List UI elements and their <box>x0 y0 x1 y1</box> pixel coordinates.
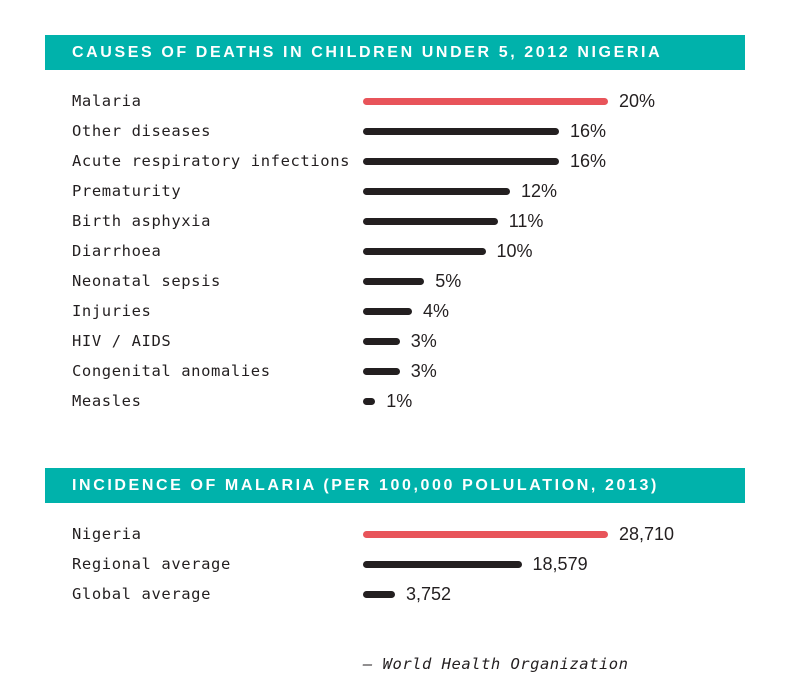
bar <box>363 561 522 568</box>
category-label: Other diseases <box>72 122 212 140</box>
value-label: 3% <box>410 360 437 381</box>
bar <box>363 308 412 315</box>
value-label: 1% <box>386 390 413 411</box>
category-label: Measles <box>72 392 142 410</box>
chart-row <box>72 579 745 609</box>
value-label: 16% <box>570 150 607 171</box>
chart-row <box>72 176 745 206</box>
category-label: Injuries <box>72 302 152 320</box>
category-label: Acute respiratory infections <box>72 152 351 170</box>
value-label: 28,710 <box>619 523 675 544</box>
value-label: 4% <box>423 300 450 321</box>
category-label: Malaria <box>72 92 142 110</box>
category-label: HIV / AIDS <box>72 332 172 350</box>
chart-row <box>72 549 745 579</box>
category-label: Regional average <box>72 555 231 573</box>
bar <box>363 278 424 285</box>
value-label: 3% <box>410 330 437 351</box>
value-label: 18,579 <box>532 553 588 574</box>
value-label: 5% <box>435 270 462 291</box>
chart-row <box>72 266 745 296</box>
section-header-malaria-incidence <box>45 468 745 503</box>
value-label: 10% <box>496 240 533 261</box>
bar-highlighted <box>363 531 608 538</box>
section-divider-space <box>45 416 745 468</box>
value-label: 16% <box>570 120 607 141</box>
bar <box>363 338 400 345</box>
chart-row <box>72 519 745 549</box>
section-malaria-incidence <box>45 468 745 609</box>
category-label: Nigeria <box>72 525 142 543</box>
category-label: Prematurity <box>72 182 182 200</box>
bar <box>363 398 375 405</box>
bar <box>363 591 395 598</box>
bar-chart-malaria-incidence <box>45 519 745 609</box>
bar-chart-causes-of-death <box>45 86 745 416</box>
category-label: Global average <box>72 585 212 603</box>
bar <box>363 128 559 135</box>
category-label: Congenital anomalies <box>72 362 271 380</box>
category-label: Neonatal sepsis <box>72 272 221 290</box>
bar <box>363 188 510 195</box>
chart-row <box>72 356 745 386</box>
chart-row <box>72 326 745 356</box>
source-attribution: — World Health Organization <box>363 655 629 673</box>
chart-row <box>72 296 745 326</box>
bar <box>363 248 486 255</box>
chart-row <box>72 236 745 266</box>
bar-highlighted <box>363 98 608 105</box>
bar <box>363 158 559 165</box>
chart-row <box>72 86 745 116</box>
category-label: Diarrhoea <box>72 242 162 260</box>
category-label: Birth asphyxia <box>72 212 212 230</box>
value-label: 20% <box>619 90 656 111</box>
section-header-causes-of-death <box>45 35 745 70</box>
bar <box>363 218 498 225</box>
bar <box>363 368 400 375</box>
value-label: 12% <box>521 180 558 201</box>
section-causes-of-death <box>45 35 745 416</box>
chart-row <box>72 146 745 176</box>
chart-row <box>72 386 745 416</box>
value-label: 11% <box>508 210 544 231</box>
value-label: 3,752 <box>406 583 452 604</box>
section-title-causes-of-death: CAUSES OF DEATHS IN CHILDREN UNDER 5, 2012 NIGERIA <box>72 43 663 61</box>
chart-row <box>72 116 745 146</box>
section-title-malaria-incidence: INCIDENCE OF MALARIA (PER 100,000 POLULATION, 2013) <box>72 476 659 494</box>
chart-row <box>72 206 745 236</box>
